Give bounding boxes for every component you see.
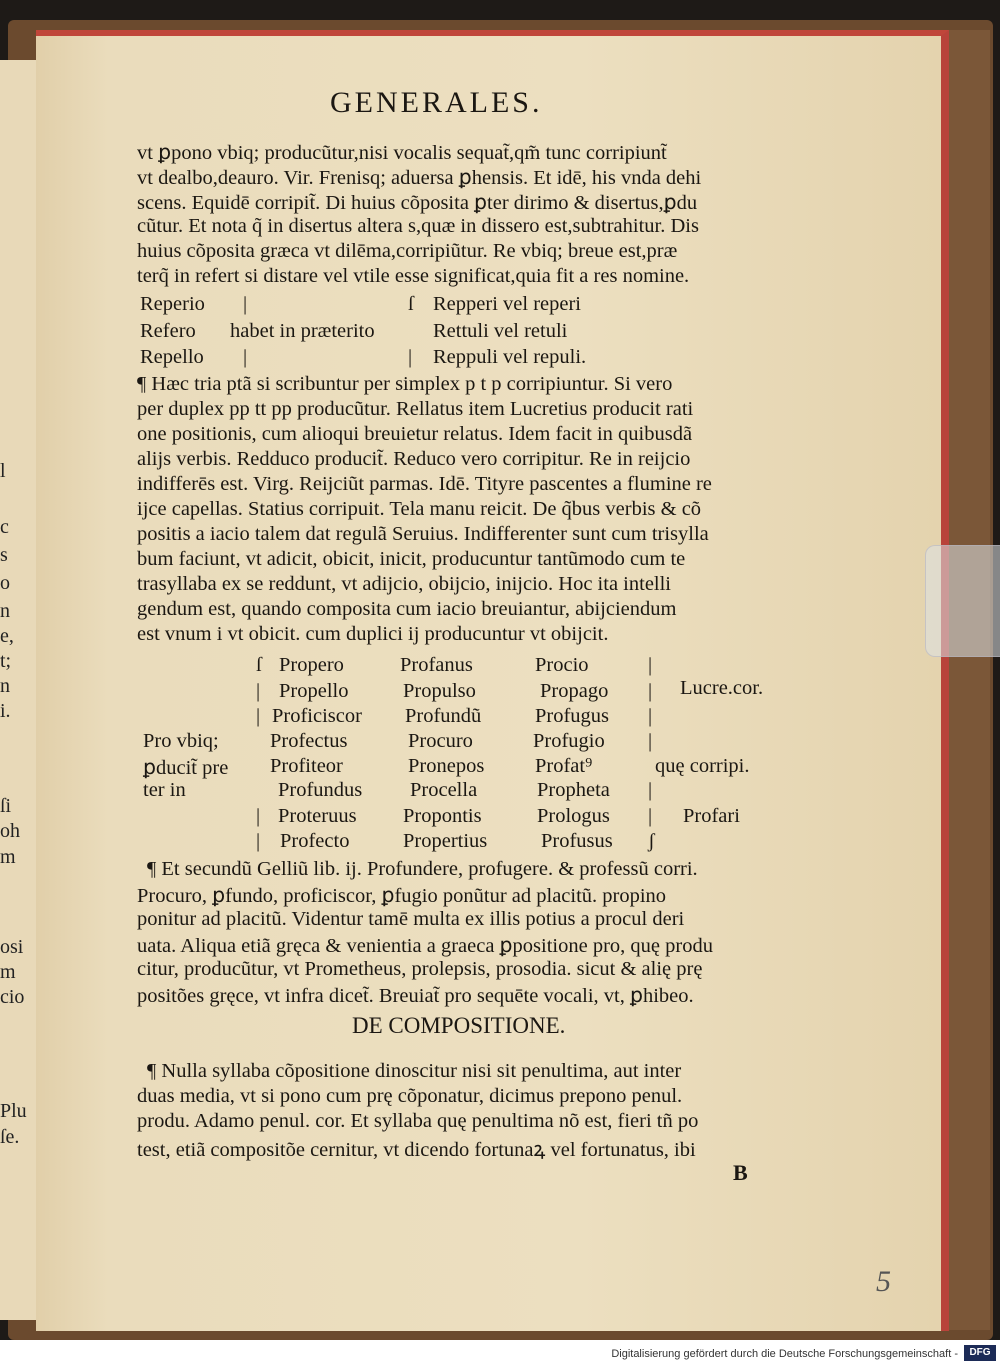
text-line: positis a iacio talem dat regulã Seruius. Indifferenter sunt cum trisylla — [137, 523, 709, 545]
facing-page-letter: osi — [0, 936, 24, 958]
text-line: produ. Adamo penul. cor. Et syllaba quę penultima nõ est, fieri tñ po — [137, 1110, 699, 1132]
facing-page-letter: e, — [0, 625, 14, 647]
text-line: huius cõposita græca vt dilēma,corripiũtur. Re vbiq; breue est,præ — [137, 240, 678, 262]
facing-page-letter: i. — [0, 700, 11, 722]
table-right-label: quę corripi. — [655, 755, 750, 777]
verb-middle: | — [243, 293, 248, 315]
text-line: est vnum i vt obicit. cum duplici ij producuntur vt obijcit. — [137, 623, 609, 645]
table-word: Proteruus — [278, 805, 357, 827]
verb-brace: ſ — [408, 293, 414, 315]
table-word: Profecto — [280, 830, 350, 852]
text-line: per duplex pp tt pp producũtur. Rellatus item Lucretius producit rati — [137, 398, 694, 420]
text-line: trasyllaba ex se reddunt, vt adijcio, obijcio, inijcio. Hoc ita intelli — [137, 573, 672, 595]
table-word: Profundus — [278, 779, 363, 801]
verb-perfect: Rettuli vel retuli — [433, 320, 568, 342]
page-clip — [925, 545, 1000, 657]
table-word: Propago — [540, 680, 609, 702]
running-title: GENERALES. — [330, 86, 543, 119]
table-word: Profugus — [535, 705, 610, 727]
text-line: bum faciunt, vt adicit, obicit, inicit, producuntur tantũmodo cum te — [137, 548, 686, 570]
table-word: Profugio — [533, 730, 605, 752]
text-line: gendum est, quando composita cum iacio breuiantur, abijciendum — [137, 598, 677, 620]
table-left-label: ter in — [143, 779, 186, 801]
text-line: cũtur. Et nota q̃ in disertus altera s,quæ in dissero est,subtrahitur. Dis — [137, 215, 699, 237]
dfg-logo: DFG — [964, 1345, 996, 1361]
facing-page-letter: n — [0, 600, 10, 622]
scanned-book-spread: l c s o n e, t; n i. ſi oh m osi m cio Plu ſe. GENERALES. vt ꝑpono vbiq; producũtur,nisi vocalis sequat̃,qm̃ tunc corripiunt̃ vt dealbo,deauro. Vir. Frenisq; aduersa ꝑhensis. Et idē, his vnda dehi scens. Equidē corripit̃. Di huius cõposita ꝑter dirimo & disertus,ꝑdu cũtur. Et nota q̃ in disertus altera s,quæ in dissero est,subtrahitur. Dis huius cõposita græca vt dilēma,corripiũtur. Re vbiq; breue est,præ terq̃ in refert si distare vel vtile esse significat,quia fit a res nomine. Reperio | ſ Repperi vel reperi Refero habet in præterito Rettuli vel retuli Repello | | Reppuli vel repuli. ¶ Hæc tria ptã si scribuntur per simplex p t p corripiuntur. Si vero per duplex pp tt pp producũtur. Rellatus item Lucretius producit rati one positionis, cum alioqui breuietur relatus. Idem facit in quibusdã alijs verbis. Redduco producit̃. Reduco vero corripitur. Re in reijcio indifferēs est. Virg. Reijciũt parmas. Idē. Tityre pascentes a flumine re ijce capellas. Statius corripuit. Tela manu reicit. De q̃bus verbis & cõ positis a iacio talem dat regulã Seruius. Indifferenter sunt cum trisylla bum faciunt, vt adicit, obicit, inicit, producuntur tantũmodo cum te trasyllaba ex se reddunt, vt adijcio, obijcio, inijcio. Hoc ita intelli gendum est, quando composita cum iacio breuiantur, abijciendum est vnum i vt obicit. cum duplici ij producuntur vt obijcit. Pro vbiq; ꝑducit̃ pre ter in ſ | | | | Propero Propello Proficiscor Profectus Profiteor Profundus Proteruus Profecto Profanus Propulso Profundũ Procuro Pronepos Procella Propontis Propertius Procio Propago Profugus Profugio Profat⁹ Propheta Prologus Profusus | | | | | | ʃ Lucre.cor. quę corripi. Profari ¶ Et secundũ Gelliũ lib. ij. Profundere, profugere. & professũ corri. Procuro, ꝑfundo, proficiscor, ꝑfugio ponũtur ad placitũ. propino ponitur ad placitũ. Videntur tamē multa ex illis potius a procul deri uata. Aliqua etiã gręca & venientia a graeca ꝑpositione pro, quę produ citur, producũtur, vt Prometheus, prolepsis, prosodia. sicut & alię prę positões gręce, vt infra dicet̃. Breuiat̃ pro sequēte vocali, vt, ꝑhibeo. DE COMPOSITIONE. ¶ Nulla syllaba cõpositione dinoscitur nisi sit penultima, aut inter duas media, vt si pono cum prę cõponatur, dicimus prepono penul. produ. Adamo penul. cor. Et syllaba quę penultima nõ est, fieri tñ po test, etiã compositõe cernitur, vt dicendo fortunaꝝ vel fortunatus, ibi B 5 — [0, 0, 1000, 1340]
facing-page-letter: ſe. — [0, 1126, 20, 1148]
table-left-label: ꝑducit̃ pre — [143, 757, 229, 779]
facing-page-letter: l — [0, 460, 6, 482]
facing-page-letter: t; — [0, 650, 12, 672]
text-line: ponitur ad placitũ. Videntur tamē multa ex illis potius a procul deri — [137, 908, 685, 930]
text-line: indifferēs est. Virg. Reijciũt parmas. Idē. Tityre pascentes a flumine re — [137, 473, 712, 495]
text-line: terq̃ in refert si distare vel vtile esse significat,quia fit a res nomine. — [137, 265, 690, 287]
verb-perfect: Repperi vel reperi — [433, 293, 581, 315]
table-word: Profusus — [541, 830, 613, 852]
text-line: vt ꝑpono vbiq; producũtur,nisi vocalis sequat̃,qm̃ tunc corripiunt̃ — [137, 142, 667, 164]
facing-page-letter: o — [0, 572, 10, 594]
signature-mark: B — [733, 1160, 748, 1185]
table-word: Procuro — [408, 730, 473, 752]
footer-bar — [0, 1340, 1000, 1367]
text-line: positões gręce, vt infra dicet̃. Breuiat̃ pro sequēte vocali, vt, ꝑhibeo. — [137, 985, 694, 1007]
text-line: duas media, vt si pono cum prę cõponatur, dicimus prepono penul. — [137, 1085, 683, 1107]
facing-page-letter: ſi — [0, 795, 12, 817]
text-line: citur, producũtur, vt Prometheus, prolepsis, prosodia. sicut & alię prę — [137, 958, 703, 980]
table-word: Propertius — [403, 830, 488, 852]
table-word: Propheta — [537, 779, 610, 801]
verb-perfect: Reppuli vel repuli. — [433, 346, 587, 368]
text-line: vt dealbo,deauro. Vir. Frenisq; aduersa ꝑhensis. Et idē, his vnda dehi — [137, 167, 702, 189]
text-line: alijs verbis. Redduco producit̃. Reduco vero corripitur. Re in reijcio — [137, 448, 691, 470]
table-word: Procio — [535, 654, 589, 676]
facing-page-letter: m — [0, 846, 16, 868]
verb-middle: | — [243, 346, 248, 368]
text-line: test, etiã compositõe cernitur, vt dicendo fortunaꝝ vel fortunatus, ibi — [137, 1139, 696, 1161]
text-line: ¶ Nulla syllaba cõpositione dinoscitur nisi sit penultima, aut inter — [147, 1060, 682, 1082]
table-word: Proficiscor — [272, 705, 362, 727]
facing-page-letter: c — [0, 516, 9, 538]
verb-present: Refero — [140, 320, 196, 342]
facing-page-letter: m — [0, 961, 16, 983]
table-word: Profanus — [400, 654, 473, 676]
facing-page-letter: cio — [0, 986, 25, 1008]
text-line: ¶ Et secundũ Gelliũ lib. ij. Profundere, profugere. & professũ corri. — [147, 858, 698, 880]
table-right-label: Profari — [683, 805, 740, 827]
text-line: one positionis, cum alioqui breuietur relatus. Idem facit in quibusdã — [137, 423, 693, 445]
table-word: Profiteor — [270, 755, 343, 777]
text-line: uata. Aliqua etiã gręca & venientia a graeca ꝑpositione pro, quę produ — [137, 935, 713, 957]
verb-present: Repello — [140, 346, 204, 368]
facing-page-letter: n — [0, 675, 10, 697]
table-word: Profundũ — [405, 705, 482, 727]
table-word: Profat⁹ — [535, 755, 593, 777]
table-word: Propulso — [403, 680, 476, 702]
verb-present: Reperio — [140, 293, 205, 315]
table-word: Propello — [279, 680, 349, 702]
text-line: scens. Equidē corripit̃. Di huius cõposita ꝑter dirimo & disertus,ꝑdu — [137, 192, 698, 214]
verb-middle: habet in præterito — [230, 320, 375, 342]
text-line: ¶ Hæc tria ptã si scribuntur per simplex p t p corripiuntur. Si vero — [137, 373, 673, 395]
table-left-label: Pro vbiq; — [143, 730, 219, 752]
verb-brace: | — [408, 346, 413, 368]
handwritten-folio-number: 5 — [876, 1265, 891, 1298]
table-word: Prologus — [537, 805, 610, 827]
facing-page-letter: Plu — [0, 1100, 27, 1122]
text-line: Procuro, ꝑfundo, proficiscor, ꝑfugio ponũtur ad placitũ. propino — [137, 885, 667, 907]
table-word: Propero — [279, 654, 344, 676]
table-word: Propontis — [403, 805, 482, 827]
facing-page-letter: oh — [0, 820, 20, 842]
facing-page-letter: s — [0, 544, 8, 566]
table-right-label: Lucre.cor. — [680, 677, 764, 699]
table-word: Procella — [410, 779, 478, 801]
text-line: ijce capellas. Statius corripuit. Tela manu reicit. De q̃bus verbis & cõ — [137, 498, 702, 520]
funding-credit: Digitalisierung gefördert durch die Deutsche Forschungsgemeinschaft - — [611, 1348, 958, 1360]
table-word: Pronepos — [408, 755, 485, 777]
table-word: Profectus — [270, 730, 348, 752]
section-heading: DE COMPOSITIONE. — [352, 1013, 566, 1038]
